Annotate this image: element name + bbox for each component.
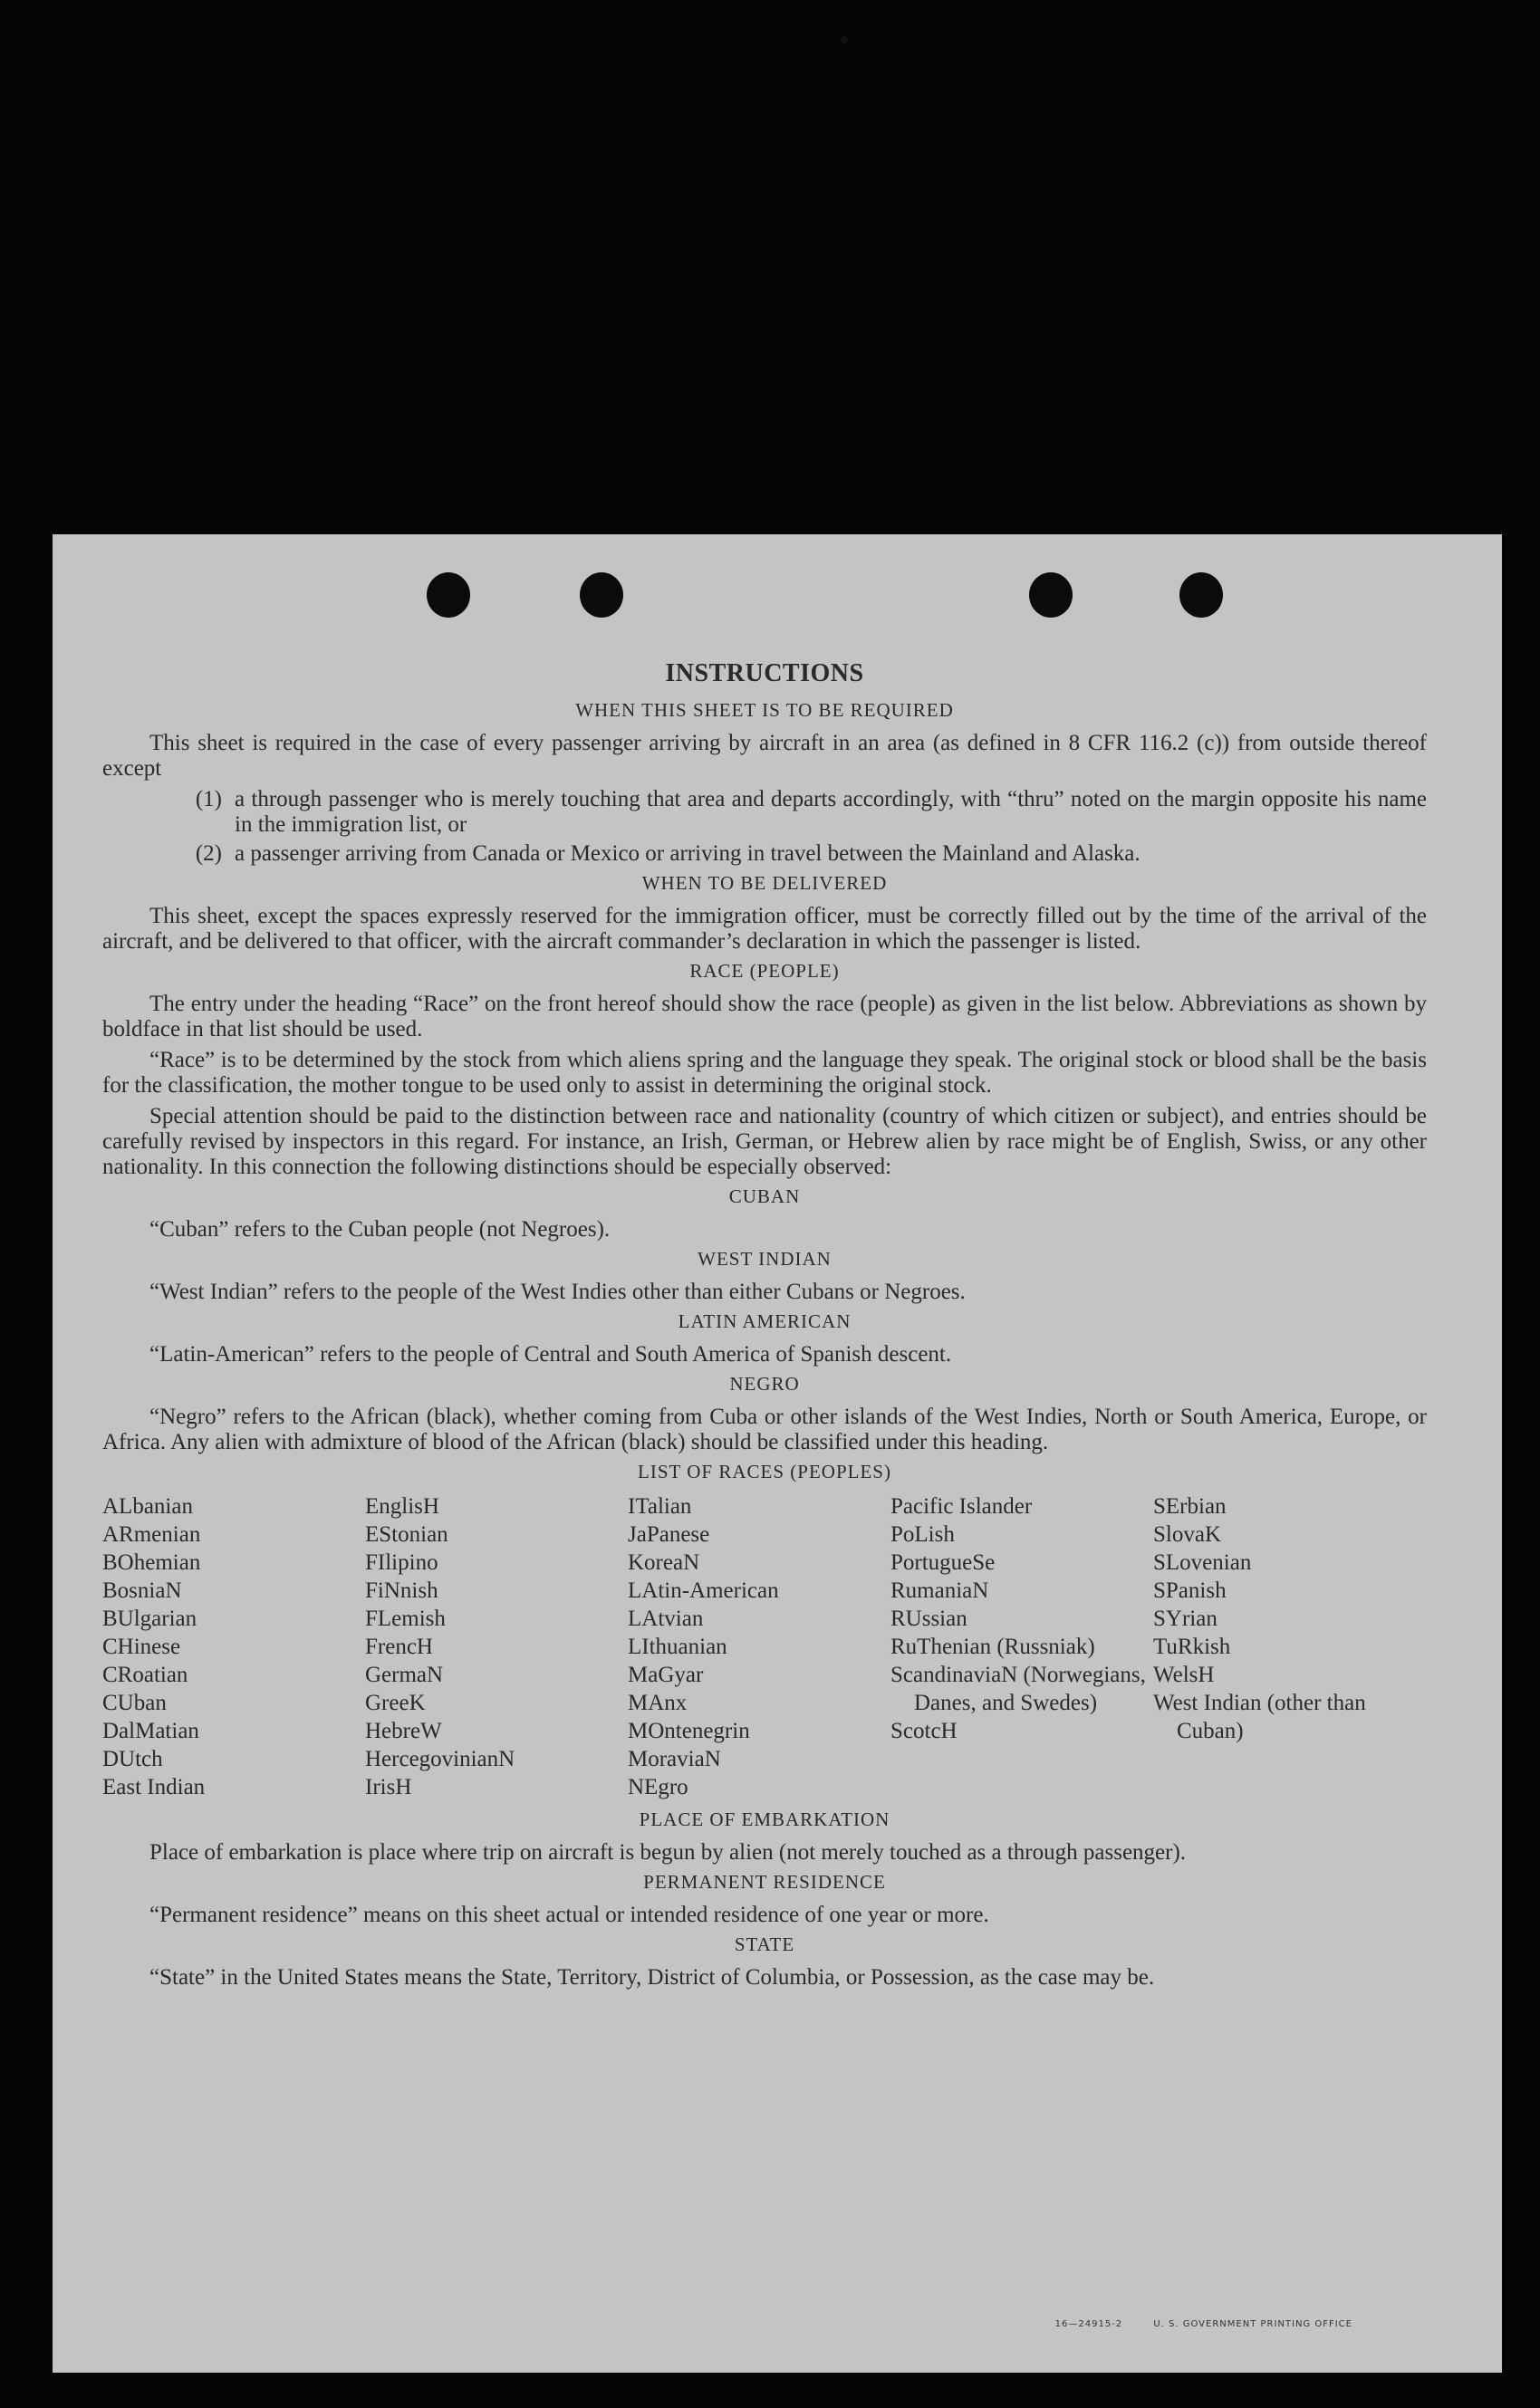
exception-number: (2) bbox=[195, 841, 222, 866]
race-entry: MaGyar bbox=[628, 1663, 704, 1687]
race-paragraph: “Race” is to be determined by the stock from which aliens spring and the language they speak. The original stock or blood shall be the basis for the classification, the mother tongue to be used only to assist in determining the original stock. bbox=[102, 1048, 1427, 1098]
printer-name: U. S. GOVERNMENT PRINTING OFFICE bbox=[1153, 2319, 1352, 2329]
race-entry: CRoatian bbox=[102, 1663, 188, 1687]
race-entry: FiNnish bbox=[365, 1578, 438, 1603]
section-heading-state: STATE bbox=[734, 1933, 795, 1955]
race-entry: PoLish bbox=[890, 1522, 955, 1547]
when-delivered-text: This sheet, except the spaces expressly reserved for the immigration officer, must be correctly filled out by the time of the arrival of the aircraft, and be delivered to that officer, with the aircraft commander’s declaration in which the passenger is listed. bbox=[102, 904, 1427, 954]
form-number: 16—24915-2 bbox=[1054, 2319, 1123, 2329]
race-column bbox=[365, 1492, 628, 1801]
negro-text: “Negro” refers to the African (black), whether coming from Cuba or other islands of the West Indies, North or South America, Europe, or Africa. Any alien with admixture of blood of the African (black) should be classified under this heading. bbox=[102, 1405, 1427, 1454]
race-column bbox=[102, 1492, 365, 1801]
race-entry: RuThenian (Russniak) bbox=[890, 1635, 1095, 1659]
race-entry: SErbian bbox=[1153, 1494, 1227, 1519]
race-entry: LIthuanian bbox=[628, 1635, 727, 1659]
section-heading-negro: NEGRO bbox=[729, 1373, 800, 1395]
when-required-intro: This sheet is required in the case of every passenger arriving by aircraft in an area (as defined in 8 CFR 116.2 (c)) from outside thereof except bbox=[102, 731, 1427, 781]
race-entry: SYrian bbox=[1153, 1607, 1218, 1631]
punch-hole bbox=[1179, 572, 1223, 618]
race-entry: ScotcH bbox=[890, 1719, 958, 1743]
race-entry: HebreW bbox=[365, 1719, 442, 1743]
race-entry: PortugueSe bbox=[890, 1550, 996, 1575]
section-heading-permanent-residence: PERMANENT RESIDENCE bbox=[643, 1871, 886, 1893]
race-entry: FLemish bbox=[365, 1607, 446, 1631]
race-entry: TuRkish bbox=[1153, 1635, 1231, 1659]
race-entry: Pacific Islander bbox=[890, 1494, 1033, 1519]
race-entry: ARmenian bbox=[102, 1522, 201, 1547]
west-indian-text: “West Indian” refers to the people of the West Indies other than either Cubans or Negroes. bbox=[149, 1280, 966, 1304]
section-heading-race: RACE (PEOPLE) bbox=[689, 960, 840, 982]
race-entry: LAtvian bbox=[628, 1607, 704, 1631]
section-heading-cuban: CUBAN bbox=[728, 1185, 801, 1207]
race-entry: MAnx bbox=[628, 1691, 688, 1715]
race-entry: WelsH bbox=[1153, 1663, 1215, 1687]
race-entry: ScandinaviaN (Norwegians, Danes, and Swedes) bbox=[890, 1663, 1146, 1715]
race-entry: BOhemian bbox=[102, 1550, 201, 1575]
exception-text: a through passenger who is merely touching that area and departs accordingly, with “thru” noted on the margin opposite his name in the immigration list, or bbox=[235, 787, 1427, 837]
race-entry: SLovenian bbox=[1153, 1550, 1252, 1575]
state-text: “State” in the United States means the State, Territory, District of Columbia, or Possession, as the case may be. bbox=[149, 1965, 1155, 1990]
race-entry: SlovaK bbox=[1153, 1522, 1221, 1547]
race-entry: ALbanian bbox=[102, 1494, 193, 1519]
race-paragraph: The entry under the heading “Race” on the front hereof should show the race (people) as given in the list below. Abbreviations as shown by boldface in that list should be used. bbox=[102, 992, 1427, 1041]
section-heading-when-required: WHEN THIS SHEET IS TO BE REQUIRED bbox=[575, 699, 954, 721]
race-entry: GermaN bbox=[365, 1663, 444, 1687]
race-entry: DalMatian bbox=[102, 1719, 199, 1743]
race-entry: HercegovinianN bbox=[365, 1747, 515, 1771]
printer-footer bbox=[1028, 2319, 1352, 2329]
page-title: INSTRUCTIONS bbox=[665, 659, 864, 687]
race-entry: CUban bbox=[102, 1691, 167, 1715]
punch-hole bbox=[1029, 572, 1073, 618]
race-entry: GreeK bbox=[365, 1691, 426, 1715]
instructions-body bbox=[102, 659, 1427, 1996]
race-entry: MOntenegrin bbox=[628, 1719, 750, 1743]
race-entry: EStonian bbox=[365, 1522, 448, 1547]
latin-american-text: “Latin-American” refers to the people of Central and South America of Spanish descent. bbox=[149, 1342, 952, 1367]
race-entry: KoreaN bbox=[628, 1550, 700, 1575]
race-entry: IrisH bbox=[365, 1775, 412, 1799]
race-entry: RUssian bbox=[890, 1607, 967, 1631]
permanent-residence-text: “Permanent residence” means on this sheet actual or intended residence of one year or more. bbox=[149, 1903, 989, 1927]
section-heading-embarkation: PLACE OF EMBARKATION bbox=[639, 1808, 890, 1830]
race-entry: West Indian (other than Cuban) bbox=[1153, 1691, 1366, 1743]
race-entry: East Indian bbox=[102, 1775, 206, 1799]
punch-hole bbox=[427, 572, 470, 618]
race-entry: ITalian bbox=[628, 1494, 692, 1519]
race-entry: RumaniaN bbox=[890, 1578, 989, 1603]
section-heading-when-delivered: WHEN TO BE DELIVERED bbox=[641, 872, 888, 894]
race-entry: JaPanese bbox=[628, 1522, 710, 1547]
race-entry: MoraviaN bbox=[628, 1747, 721, 1771]
section-heading-list-of-races: LIST OF RACES (PEOPLES) bbox=[638, 1461, 891, 1482]
race-entry: CHinese bbox=[102, 1635, 181, 1659]
race-entry: EnglisH bbox=[365, 1494, 439, 1519]
embarkation-text: Place of embarkation is place where trip on aircraft is begun by alien (not merely touched as a through passenger). bbox=[149, 1840, 1187, 1865]
section-heading-latin-american: LATIN AMERICAN bbox=[678, 1310, 852, 1332]
exception-item bbox=[102, 841, 1427, 867]
race-column bbox=[1153, 1492, 1416, 1801]
exception-number: (1) bbox=[195, 787, 222, 811]
cuban-text: “Cuban” refers to the Cuban people (not Negroes). bbox=[149, 1217, 611, 1242]
race-paragraph: Special attention should be paid to the distinction between race and nationality (country of which citizen or subject), and entries should be carefully revised by inspectors in this regard. For instance, an Irish, German, or Hebrew alien by race might be of English, Swiss, or any other nationality. In this connection the following distinctions should be especially observed: bbox=[102, 1104, 1427, 1179]
race-entry: SPanish bbox=[1153, 1578, 1227, 1603]
exception-text: a passenger arriving from Canada or Mexico or arriving in travel between the Mainland and Alaska. bbox=[235, 841, 1141, 866]
race-entry: BUlgarian bbox=[102, 1607, 197, 1631]
race-list bbox=[102, 1492, 1427, 1801]
race-entry: BosniaN bbox=[102, 1578, 182, 1603]
race-column bbox=[628, 1492, 890, 1801]
race-entry: NEgro bbox=[628, 1775, 688, 1799]
instruction-sheet bbox=[53, 534, 1502, 2373]
race-entry: LAtin-American bbox=[628, 1578, 779, 1603]
section-heading-west-indian: WEST INDIAN bbox=[698, 1248, 832, 1270]
scan-speck bbox=[841, 36, 848, 43]
race-entry: DUtch bbox=[102, 1747, 163, 1771]
race-column bbox=[890, 1492, 1153, 1801]
race-entry: FrencH bbox=[365, 1635, 433, 1659]
race-entry: FIlipino bbox=[365, 1550, 438, 1575]
punch-hole bbox=[580, 572, 623, 618]
exception-item bbox=[102, 787, 1427, 838]
